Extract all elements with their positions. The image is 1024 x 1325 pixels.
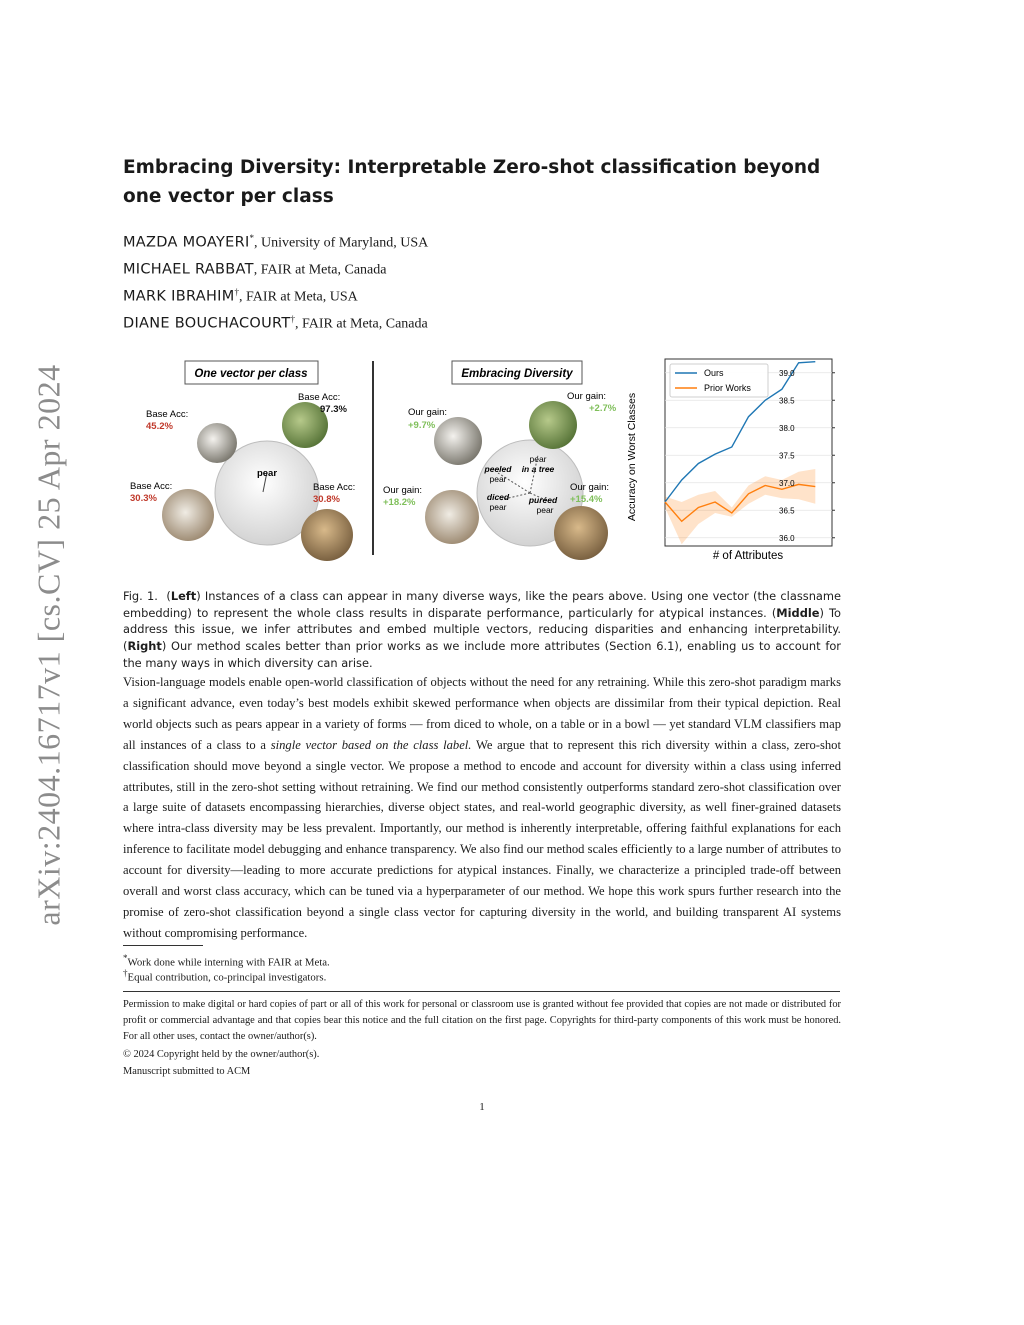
left-title: One vector per class [194,368,308,380]
gain-value: +15.4% [570,494,603,505]
author-affiliation: , FAIR at Meta, Canada [253,262,387,278]
diced-pear-photo [162,489,214,541]
gain-label: Our gain: [567,391,607,402]
author-2 [123,256,386,280]
abstract-part-2: We argue that to represent this rich diversity within a class, zero-shot classification should move beyond a single vector. We propose a method to encode and account for diversity within a class using inferred attributes, still in the zero-shot setting without retraining. We find our method consistently outperforms standard zero-shot classification over a large suite of datasets encompassing hierarchies, diverse object states, and real-world geographic diversity, as well finer-grained datasets where intra-class diversity may be less prevalent. Importantly, our method is inherently interpretable, offering faithful explanations for each inference to facilitate model debugging and enhance transparency. We also find our method scales efficiently to a large number of attributes to account for diversity—leading to more accurate predictions for atypical instances. Finally, we characterize a principled trade-off between overall and worst class accuracy, which can be tuned via a hyperparameter of our method. We hope this work spurs further research into the promise of zero-shot classification beyond a single class vector for capturing diversity in the world, and building transparent AI systems without compromising performance. [123,737,841,940]
author-mark: * [249,233,255,243]
left-panel [130,361,355,561]
attr-label-plain: pear [489,502,507,512]
caption-part-2: ) To address this issue, we infer attributes and embed multiple vectors, reducing disparities and enhancing interpretability. ( [123,605,842,654]
caption-part-3: ) Our method scales better than prior works as we include more attributes (Section 6.1), enabling us to account for the many ways in which diversity can arise. [123,639,841,670]
base-acc-label: Base Acc: [313,482,356,493]
paper-title: Embracing Diversity: Interpretable Zero-shot classification beyond one vector per class [123,157,821,207]
y-tick-label: 38.0 [779,423,795,433]
figure-label: Fig. 1. [123,589,158,603]
footnote-text: Work done while interning with FAIR at Meta. [127,956,330,969]
base-acc-label: Base Acc: [298,392,341,403]
chart-legend [670,364,768,397]
footnote-rule [123,945,203,946]
author-affiliation: , FAIR at Meta, USA [239,289,358,305]
author-name: MICHAEL RABBAT [123,261,254,278]
base-acc-label: Base Acc: [146,409,189,420]
attr-label-bold: in a tree [521,464,555,474]
arxiv-sidebar [28,350,70,940]
caption-left-word: Left [170,589,197,603]
caption-middle-word: Middle [776,605,820,620]
permission-rule [123,991,840,992]
base-acc-value: 45.2% [146,421,173,432]
puree-pear-photo [301,509,353,561]
figure-caption: Fig. 1. (Left) Instances of a class can appear in many diverse ways, like the pears above. Using one vector (the classname embedding) to represent the whole class results in disparate performance, particularly for atypical instances. (Middle) To address this issue, we infer attributes and embed multiple vectors, reducing disparities and enhancing interpretability. (Right) Our method scales better than prior works as we include more attributes (Section 6.1), enabling us to account for the many ways in which diversity can arise. [123,589,842,670]
base-acc-value: 30.3% [130,493,157,504]
peeled-pear-photo [197,423,237,463]
legend-prior: Prior Works [704,383,751,393]
gain-value: +18.2% [383,497,416,508]
author-affiliation: , FAIR at Meta, Canada [295,316,428,332]
author-4 [123,310,428,334]
author-1 [123,229,428,253]
attr-label-plain: pear [489,474,507,484]
legend-ours: Ours [704,368,724,378]
y-tick-label: 37.5 [779,451,795,461]
author-mark: † [234,287,240,297]
accuracy-chart [626,359,835,562]
abstract [123,672,841,944]
tree-pear-photo [529,401,577,449]
footnote-2 [123,966,326,985]
middle-title: Embracing Diversity [461,368,573,380]
abstract-part-1: Vision-language models enable open-world classification of objects without the need for any retraining. While this zero-shot paradigm marks a significant advance, even today’s best models exhibit skewed performance when objects are dissimilar from their typical depiction. Real world objects such as pears appear in a variety of forms — from diced to whole, on a table or in a bowl — yet standard VLM classifiers map all instances of a class to a [123,675,841,752]
author-name: MAZDA MOAYERI [123,234,250,251]
footnote-mark: † [123,968,128,978]
caption-part-1: Instances of a class can appear in many diverse ways, like the pears above. Using one vector (the classname embedding) to represent the whole class results in disparate performance, particularly for atypical instances. ( [123,589,841,620]
footnote-mark: * [123,953,128,963]
footnote-text: Equal contribution, co-principal investigators. [127,971,327,984]
y-tick-label: 36.5 [779,506,795,516]
figure-1 [120,355,840,570]
author-name: DIANE BOUCHACOURT [123,315,291,332]
diced-pear-photo [425,490,479,544]
attr-label-plain: pear [536,505,554,515]
center-label: pear [256,468,278,479]
submission-notice: Manuscript submitted to ACM [123,1066,251,1077]
abstract-italic: single vector based on the class label. [270,737,472,752]
permission-notice: Permission to make digital or hard copies of part or all of this work for personal or classroom use is granted without fee provided that copies are not made or distributed for profit or commercial advantage and that copies bear this notice and the full citation on the first page. Copyrights for third-party components of this work must be honored. For all other uses, contact the owner/author(s). [123,999,841,1042]
gain-label: Our gain: [383,485,423,496]
arxiv-id: arXiv:2404.16717v1 [cs.CV] 25 Apr 2024 [30,364,67,926]
attr-label-bold: diced [486,492,510,502]
y-tick-label: 38.5 [779,396,795,406]
caption-right-word: Right [127,639,162,654]
base-acc-value: 97.3% [320,404,347,415]
attr-label-bold: peeled [484,464,512,474]
x-axis-label: # of Attributes [712,550,784,562]
page-number: 1 [479,1101,485,1113]
base-acc-label: Base Acc: [130,481,173,492]
y-tick-label: 37.0 [779,478,795,488]
gain-value: +9.7% [408,420,436,431]
y-tick-label: 39.0 [779,368,795,378]
gain-label: Our gain: [570,482,610,493]
author-3 [123,283,358,307]
author-affiliation: , University of Maryland, USA [254,235,429,251]
base-acc-value: 30.8% [313,494,340,505]
peeled-pear-photo [434,417,482,465]
attr-label-bold: puréed [528,495,558,505]
y-tick-label: 36.0 [779,533,795,543]
gain-value: +2.7% [589,403,617,414]
attr-label-plain: pear [529,454,547,464]
middle-panel [383,361,617,560]
copyright-notice: © 2024 Copyright held by the owner/author(s). [123,1049,320,1060]
y-axis-label: Accuracy on Worst Classes [626,392,638,522]
author-mark: † [290,314,296,324]
puree-pear-photo [554,506,608,560]
author-name: MARK IBRAHIM [123,288,235,305]
gain-label: Our gain: [408,407,448,418]
